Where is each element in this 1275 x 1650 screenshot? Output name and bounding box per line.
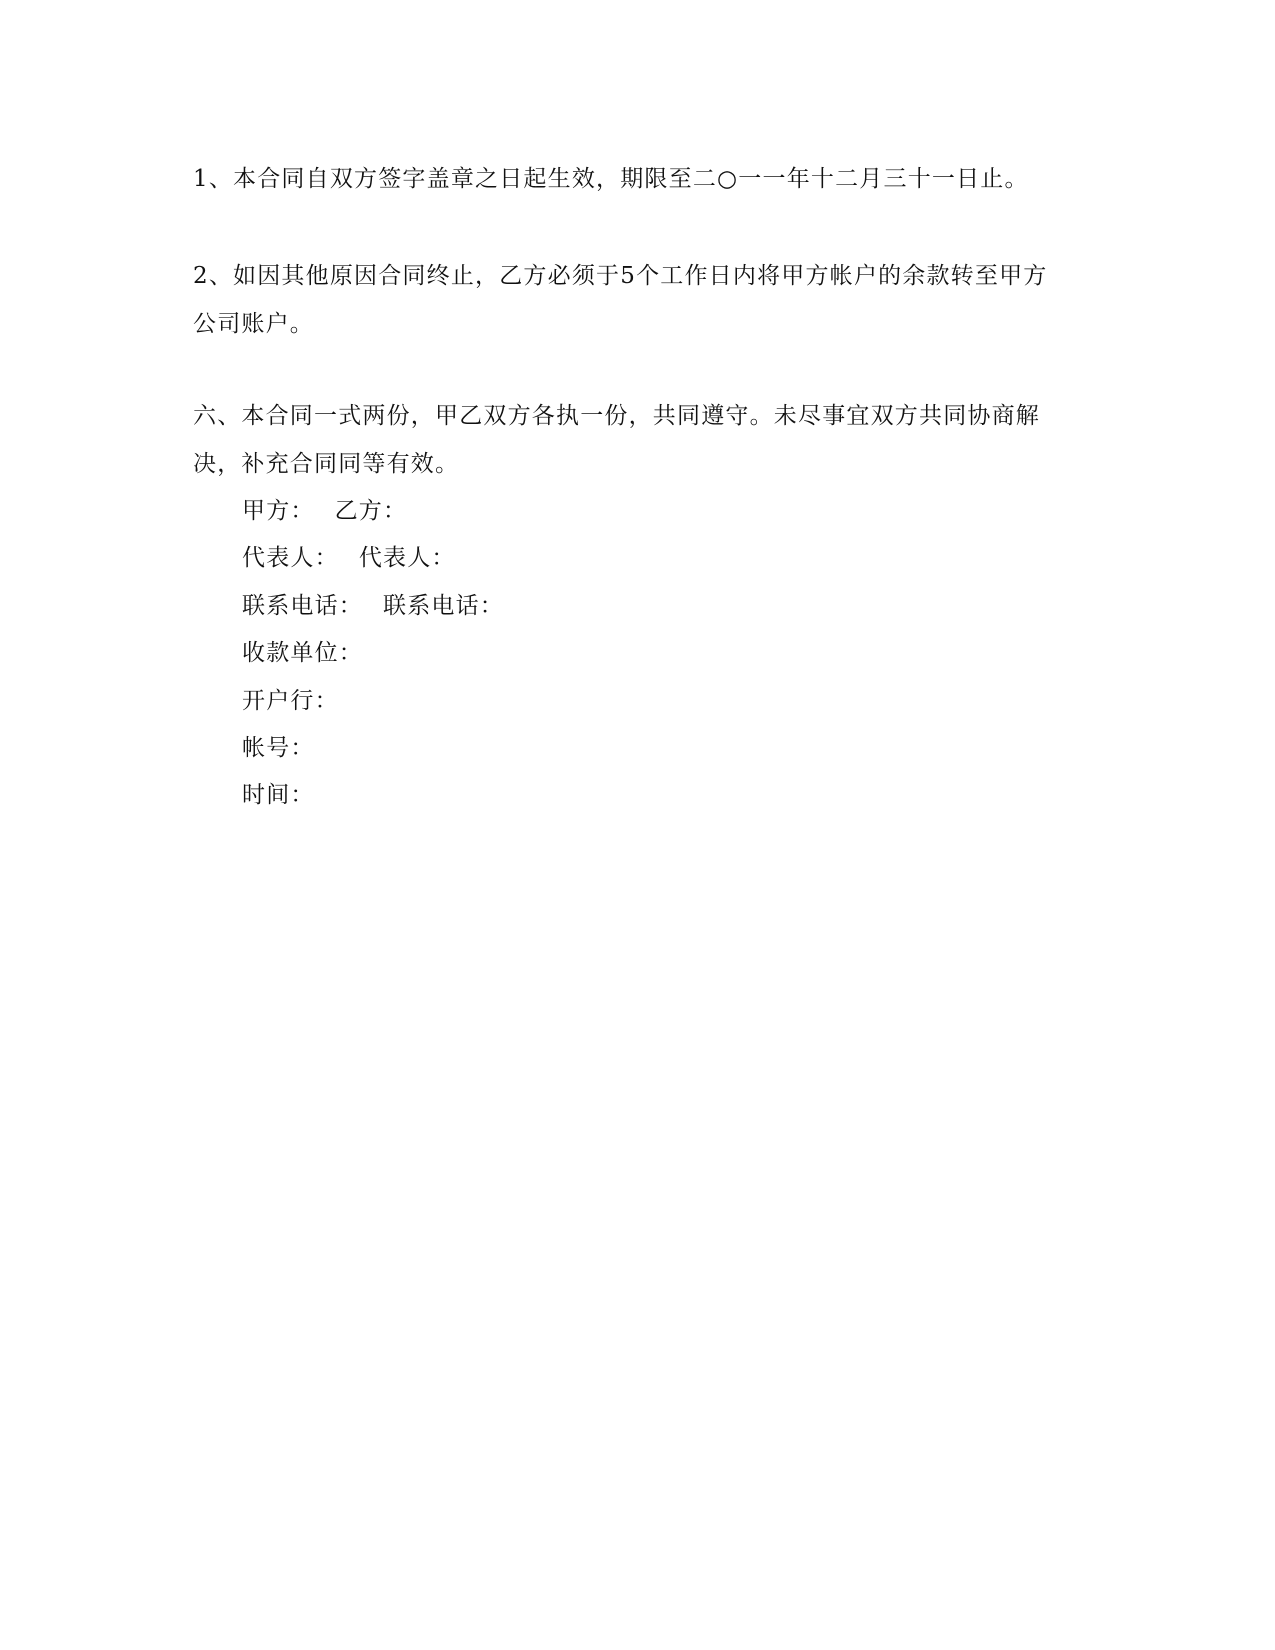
payee-label: 收款单位：: [242, 640, 363, 666]
date-label: 时间：: [242, 782, 315, 808]
representative-b-label: 代表人：: [358, 545, 456, 571]
representative-a-label: 代表人：: [242, 545, 339, 571]
clause-2-line-2: 公司账户。: [193, 311, 314, 337]
clause-6-line-1: 六、本合同一式两份，甲乙双方各执一份，共同遵守。未尽事宜双方共同协商解: [193, 403, 1040, 429]
account-label: 帐号：: [242, 735, 315, 761]
phone-row: [242, 591, 504, 621]
representative-row: [242, 543, 456, 573]
party-a-label: 甲方：: [242, 498, 315, 524]
clause-2-line-1: 2、如因其他原因合同终止，乙方必须于5个工作日内将甲方帐户的余款转至甲方: [193, 263, 1048, 289]
phone-b-label: 联系电话：: [383, 593, 504, 619]
clause-1: 1、本合同自双方签字盖章之日起生效，期限至二○一一年十二月三十一日止。: [193, 166, 1029, 192]
bank-label: 开户行：: [242, 688, 339, 714]
phone-a-label: 联系电话：: [242, 593, 363, 619]
party-row: [242, 496, 407, 526]
clause-6-line-2: 决，补充合同同等有效。: [193, 451, 460, 477]
party-b-label: 乙方：: [334, 498, 408, 524]
